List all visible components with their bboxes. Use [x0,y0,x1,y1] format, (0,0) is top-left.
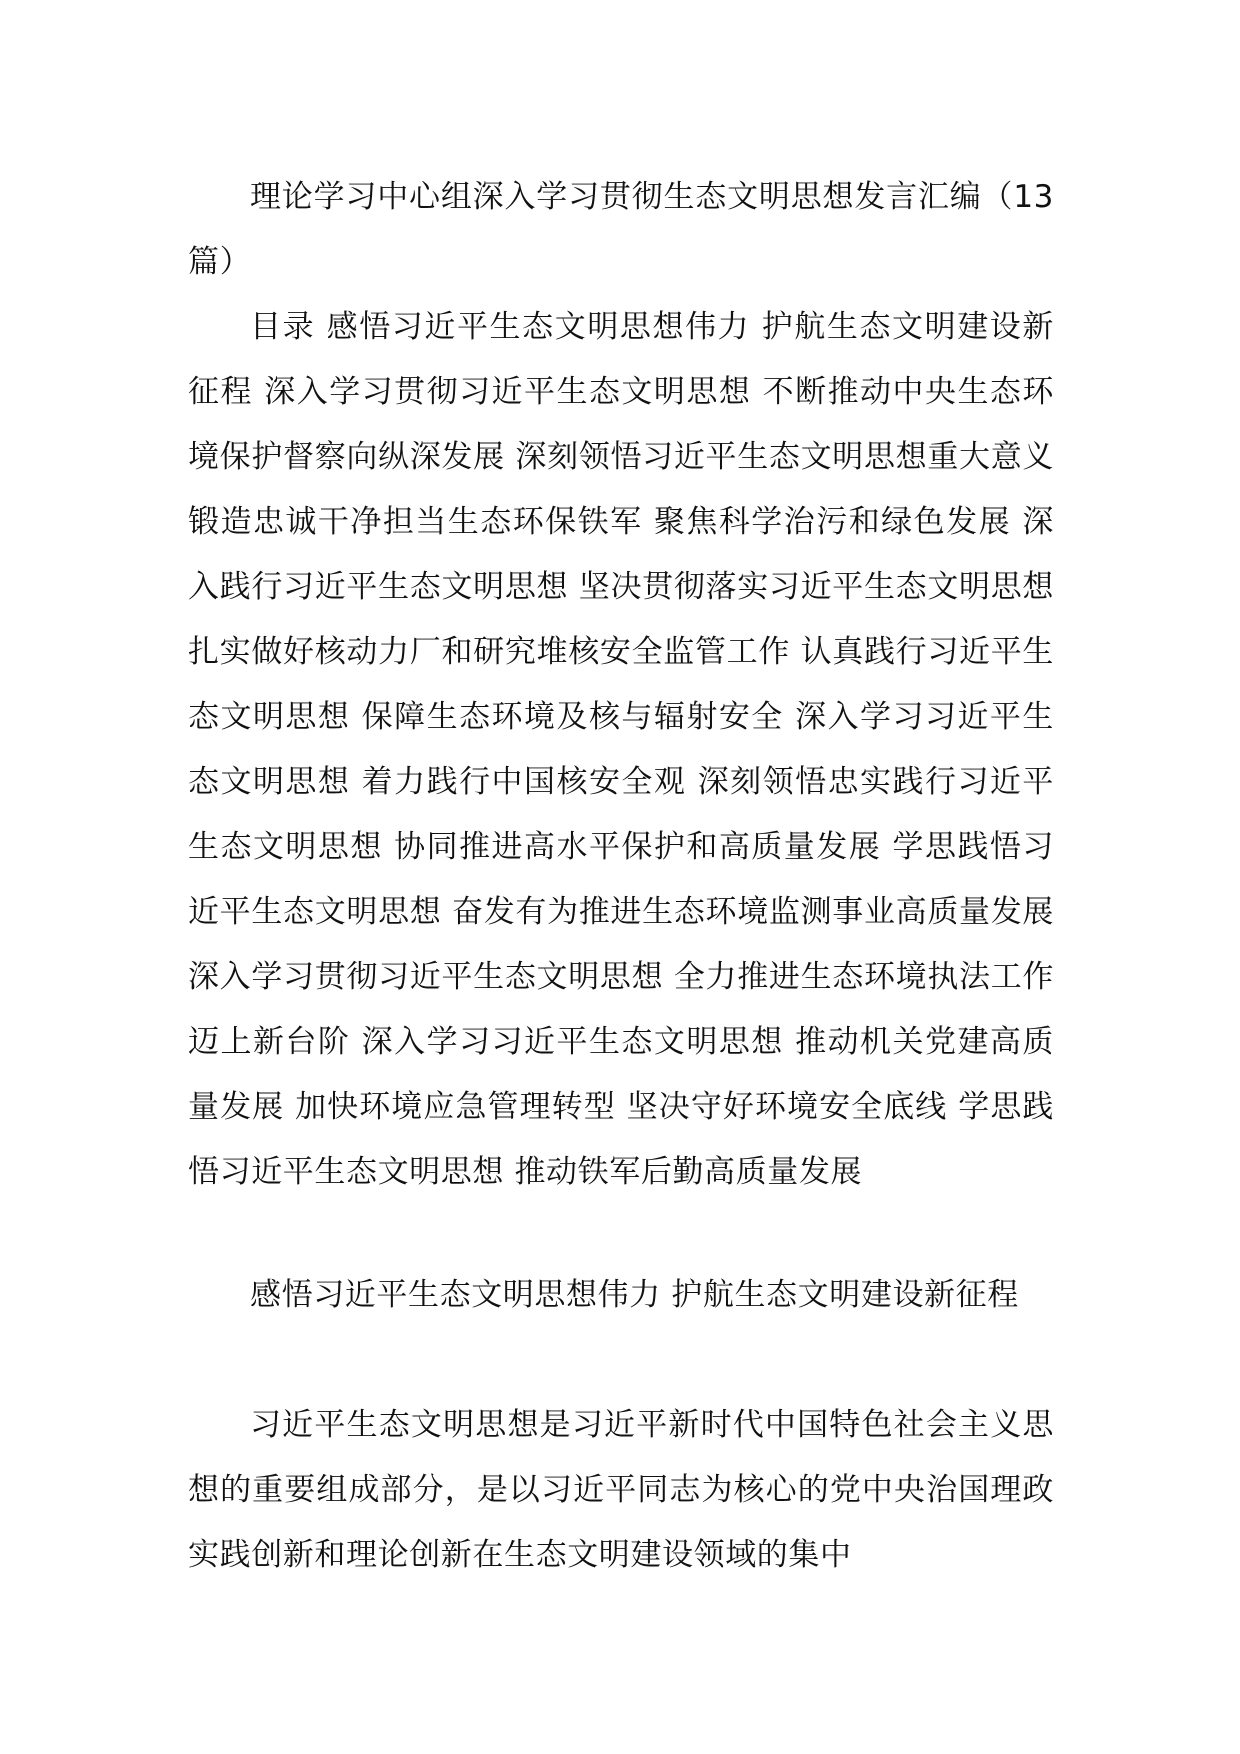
title-block [188,165,1054,295]
section-heading-block [188,1263,1054,1328]
document-title: 理论学习中心组深入学习贯彻生态文明思想发言汇编（13篇） [188,179,1054,280]
table-of-contents: 目录 感悟习近平生态文明思想伟力 护航生态文明建设新征程 深入学习贯彻习近平生态文明思想 不断推动中央生态环境保护督察向纵深发展 深刻领悟习近平生态文明思想重大意义 锻造忠诚干净担当生态环保铁军 聚焦科学治污和绿色发展 深入践行习近平生态文明思想 坚决贯彻落实习近平生态文明思想 扎实做好核动力厂和研究堆核安全监管工作 认真践行习近平生态文明思想 保障生态环境及核与辐射安全 深入学习习近平生态文明思想 着力践行中国核安全观 深刻领悟忠实践行习近平生态文明思想 协同推进高水平保护和高质量发展 学思践悟习近平生态文明思想 奋发有为推进生态环境监测事业高质量发展 深入学习贯彻习近平生态文明思想 全力推进生态环境执法工作迈上新台阶 深入学习习近平生态文明思想 推动机关党建高质量发展 加快环境应急管理转型 坚决守好环境安全底线 学思践悟习近平生态文明思想 推动铁军后勤高质量发展 [188,309,1054,1190]
section-heading: 感悟习近平生态文明思想伟力 护航生态文明建设新征程 [250,1277,1019,1313]
toc-block [188,295,1054,1205]
body-paragraph: 习近平生态文明思想是习近平新时代中国特色社会主义思想的重要组成部分，是以习近平同志为核心的党中央治国理政实践创新和理论创新在生态文明建设领域的集中 [188,1407,1054,1573]
body-block [188,1393,1054,1588]
